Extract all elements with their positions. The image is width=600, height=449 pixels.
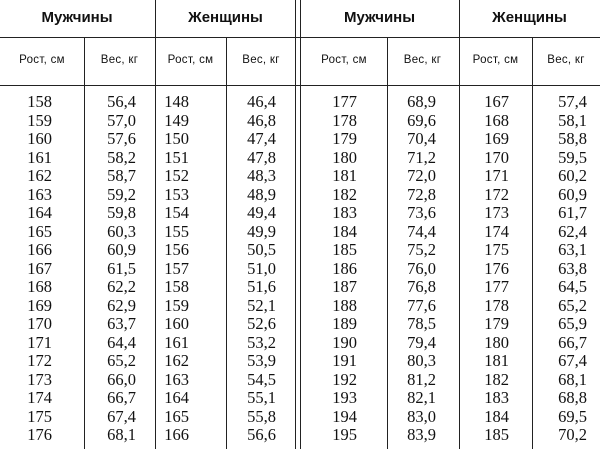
weight-women-2-cell: 66,7 xyxy=(558,332,587,352)
height-men-1-cell: 159 xyxy=(27,110,52,130)
height-women-1-cell: 159 xyxy=(164,295,189,315)
height-women-2-cell: 184 xyxy=(484,406,509,426)
height-women-2-cell: 168 xyxy=(484,110,509,130)
subheader-weight-1: Вес, кг xyxy=(100,54,139,66)
weight-men-2-cell: 76,0 xyxy=(407,258,436,278)
weight-women-1-cell: 47,8 xyxy=(247,147,276,167)
weight-women-1-cell: 55,8 xyxy=(247,406,276,426)
height-men-2-cell: 181 xyxy=(332,166,357,185)
weight-women-1-cell: 52,1 xyxy=(247,295,276,315)
height-men-1-cell: 166 xyxy=(27,240,52,259)
weight-women-1-cell: 46,8 xyxy=(247,110,276,130)
weight-men-2-cell: 74,4 xyxy=(407,221,436,241)
weight-men-2-cell: 71,2 xyxy=(407,147,436,167)
height-women-1-cell: 156 xyxy=(164,240,189,259)
height-men-2-cell: 192 xyxy=(332,369,357,389)
height-men-2-cell: 190 xyxy=(332,332,357,352)
height-men-1-cell: 176 xyxy=(27,425,52,444)
weight-women-2-cell: 59,5 xyxy=(558,147,587,167)
height-men-1-cell: 164 xyxy=(27,203,52,222)
weight-men-2-cell: 75,2 xyxy=(407,240,436,259)
height-men-1-cell: 171 xyxy=(27,332,52,352)
height-women-1-cell: 152 xyxy=(164,166,189,185)
height-men-1-cell: 167 xyxy=(27,258,52,278)
height-men-2-cell: 189 xyxy=(332,314,357,333)
weight-women-1-cell: 48,9 xyxy=(247,184,276,204)
subheader-height-2: Рост, см xyxy=(167,54,214,66)
weight-men-2-cell: 83,9 xyxy=(407,425,436,444)
weight-women-1-cell: 50,5 xyxy=(247,240,276,259)
weight-women-1-cell: 53,2 xyxy=(247,332,276,352)
height-women-1-cell: 158 xyxy=(164,277,189,296)
height-women-1-cell: 148 xyxy=(164,92,189,111)
height-women-1-cell: 151 xyxy=(164,147,189,167)
height-women-1-cell: 154 xyxy=(164,203,189,222)
height-men-1-cell: 175 xyxy=(27,406,52,426)
height-women-2-cell: 182 xyxy=(484,369,509,389)
height-men-2-cell: 182 xyxy=(332,184,357,204)
weight-men-1-cell: 63,7 xyxy=(107,314,136,333)
height-men-1-cell: 162 xyxy=(27,166,52,185)
weight-women-1-cell: 54,5 xyxy=(247,369,276,389)
height-women-2-cell: 183 xyxy=(484,388,509,407)
height-men-2-cell: 188 xyxy=(332,295,357,315)
weight-men-1-cell: 59,8 xyxy=(107,203,136,222)
height-women-2-cell: 171 xyxy=(484,166,509,185)
height-men-1-cell: 161 xyxy=(27,147,52,167)
height-women-2-cell: 175 xyxy=(484,240,509,259)
weight-women-2-cell: 60,9 xyxy=(558,184,587,204)
weight-women-1-cell: 46,4 xyxy=(247,92,276,111)
weight-women-2-cell: 68,1 xyxy=(558,369,587,389)
height-men-1-cell: 172 xyxy=(27,351,52,370)
height-men-1-cell: 168 xyxy=(27,277,52,296)
height-men-2-cell: 185 xyxy=(332,240,357,259)
weight-women-2-cell: 69,5 xyxy=(558,406,587,426)
height-women-2-cell: 179 xyxy=(484,314,509,333)
weight-women-1-cell: 49,9 xyxy=(247,221,276,241)
height-women-1-cell: 163 xyxy=(164,369,189,389)
height-women-2-cell: 173 xyxy=(484,203,509,222)
height-men-2-cell: 180 xyxy=(332,147,357,167)
weight-men-2-cell: 78,5 xyxy=(407,314,436,333)
weight-women-2-cell: 58,8 xyxy=(558,129,587,148)
subheader-height-4: Рост, см xyxy=(472,54,519,66)
height-men-2-cell: 193 xyxy=(332,388,357,407)
weight-men-1-cell: 64,4 xyxy=(107,332,136,352)
weight-men-1-cell: 66,0 xyxy=(107,369,136,389)
height-men-1-cell: 173 xyxy=(27,369,52,389)
height-women-2-cell: 178 xyxy=(484,295,509,315)
weight-women-2-cell: 70,2 xyxy=(558,425,587,444)
weight-men-1-cell: 58,2 xyxy=(107,147,136,167)
height-women-2-cell: 185 xyxy=(484,425,509,444)
height-women-2-cell: 169 xyxy=(484,129,509,148)
weight-men-1-cell: 65,2 xyxy=(107,351,136,370)
height-women-1-cell: 164 xyxy=(164,388,189,407)
height-women-2-cell: 176 xyxy=(484,258,509,278)
weight-women-1-cell: 52,6 xyxy=(247,314,276,333)
weight-men-2-cell: 73,6 xyxy=(407,203,436,222)
weight-women-1-cell: 47,4 xyxy=(247,129,276,148)
weight-women-2-cell: 63,1 xyxy=(558,240,587,259)
weight-men-2-cell: 80,3 xyxy=(407,351,436,370)
weight-men-2-cell: 70,4 xyxy=(407,129,436,148)
header-women-2: Женщины xyxy=(492,9,567,26)
height-women-1-cell: 162 xyxy=(164,351,189,370)
height-women-2-cell: 167 xyxy=(484,92,509,111)
height-women-2-cell: 180 xyxy=(484,332,509,352)
height-women-1-cell: 155 xyxy=(164,221,189,241)
weight-women-1-cell: 51,0 xyxy=(247,258,276,278)
subheader-height-3: Рост, см xyxy=(321,54,367,66)
height-women-2-cell: 181 xyxy=(484,351,509,370)
height-men-2-cell: 183 xyxy=(332,203,357,222)
weight-men-2-cell: 81,2 xyxy=(407,369,436,389)
height-men-2-cell: 194 xyxy=(332,406,357,426)
height-women-1-cell: 157 xyxy=(164,258,189,278)
height-women-2-cell: 174 xyxy=(484,221,509,241)
height-men-1-cell: 158 xyxy=(27,92,52,111)
height-women-1-cell: 150 xyxy=(164,129,189,148)
height-women-2-cell: 177 xyxy=(484,277,509,296)
weight-men-2-cell: 69,6 xyxy=(407,110,436,130)
weight-men-1-cell: 66,7 xyxy=(107,388,136,407)
height-men-2-cell: 187 xyxy=(332,277,357,296)
subheader-weight-4: Вес, кг xyxy=(547,54,585,66)
weight-men-1-cell: 57,6 xyxy=(107,129,136,148)
height-women-2-cell: 172 xyxy=(484,184,509,204)
height-men-2-cell: 179 xyxy=(332,129,357,148)
weight-women-1-cell: 53,9 xyxy=(247,351,276,370)
height-men-2-cell: 191 xyxy=(332,351,357,370)
subheader-weight-2: Вес, кг xyxy=(242,54,280,66)
weight-women-1-cell: 49,4 xyxy=(247,203,276,222)
weight-women-2-cell: 64,5 xyxy=(558,277,587,296)
weight-men-1-cell: 59,2 xyxy=(107,184,136,204)
weight-men-1-cell: 57,0 xyxy=(107,110,136,130)
height-men-2-cell: 177 xyxy=(332,92,357,111)
height-men-1-cell: 160 xyxy=(27,129,52,148)
weight-women-2-cell: 68,8 xyxy=(558,388,587,407)
height-men-1-cell: 163 xyxy=(27,184,52,204)
weight-men-1-cell: 67,4 xyxy=(107,406,136,426)
height-men-1-cell: 170 xyxy=(27,314,52,333)
weight-men-2-cell: 76,8 xyxy=(407,277,436,296)
weight-men-1-cell: 62,9 xyxy=(107,295,136,315)
weight-women-2-cell: 65,9 xyxy=(558,314,587,333)
height-men-2-cell: 186 xyxy=(332,258,357,278)
weight-men-1-cell: 58,7 xyxy=(107,166,136,185)
header-men-1: Мужчины xyxy=(41,9,113,26)
height-men-1-cell: 165 xyxy=(27,221,52,241)
header-women-1: Женщины xyxy=(188,9,263,26)
weight-men-2-cell: 77,6 xyxy=(407,295,436,315)
weight-men-2-cell: 72,0 xyxy=(407,166,436,185)
height-men-2-cell: 178 xyxy=(332,110,357,130)
weight-women-2-cell: 63,8 xyxy=(558,258,587,278)
height-men-1-cell: 174 xyxy=(27,388,52,407)
weight-men-1-cell: 56,4 xyxy=(107,92,136,111)
weight-men-2-cell: 82,1 xyxy=(407,388,436,407)
height-women-1-cell: 165 xyxy=(164,406,189,426)
weight-women-1-cell: 51,6 xyxy=(247,277,276,296)
height-women-1-cell: 149 xyxy=(164,110,189,130)
subheader-height-1: Рост, см xyxy=(19,54,65,66)
weight-women-2-cell: 65,2 xyxy=(558,295,587,315)
weight-women-2-cell: 58,1 xyxy=(558,110,587,130)
weight-men-2-cell: 79,4 xyxy=(407,332,436,352)
height-men-1-cell: 169 xyxy=(27,295,52,315)
header-men-2: Мужчины xyxy=(343,9,416,26)
weight-men-1-cell: 60,3 xyxy=(107,221,136,241)
weight-women-2-cell: 60,2 xyxy=(558,166,587,185)
weight-men-1-cell: 68,1 xyxy=(107,425,136,444)
height-women-1-cell: 160 xyxy=(164,314,189,333)
subheader-weight-3: Вес, кг xyxy=(403,54,442,66)
weight-women-2-cell: 57,4 xyxy=(558,92,587,111)
height-men-2-cell: 195 xyxy=(332,425,357,444)
height-women-2-cell: 170 xyxy=(484,147,509,167)
weight-men-1-cell: 61,5 xyxy=(107,258,136,278)
height-women-1-cell: 161 xyxy=(164,332,189,352)
height-men-2-cell: 184 xyxy=(332,221,357,241)
weight-women-1-cell: 56,6 xyxy=(247,425,276,444)
weight-women-2-cell: 61,7 xyxy=(558,203,587,222)
weight-men-2-cell: 72,8 xyxy=(407,184,436,204)
weight-women-2-cell: 67,4 xyxy=(558,351,587,370)
double-divider-left xyxy=(295,0,296,449)
weight-men-1-cell: 62,2 xyxy=(107,277,136,296)
weight-women-1-cell: 48,3 xyxy=(247,166,276,185)
weight-men-1-cell: 60,9 xyxy=(107,240,136,259)
height-women-1-cell: 166 xyxy=(164,425,189,444)
weight-men-2-cell: 68,9 xyxy=(407,92,436,111)
weight-women-2-cell: 62,4 xyxy=(558,221,587,241)
height-women-1-cell: 153 xyxy=(164,184,189,204)
weight-men-2-cell: 83,0 xyxy=(407,406,436,426)
weight-women-1-cell: 55,1 xyxy=(247,388,276,407)
